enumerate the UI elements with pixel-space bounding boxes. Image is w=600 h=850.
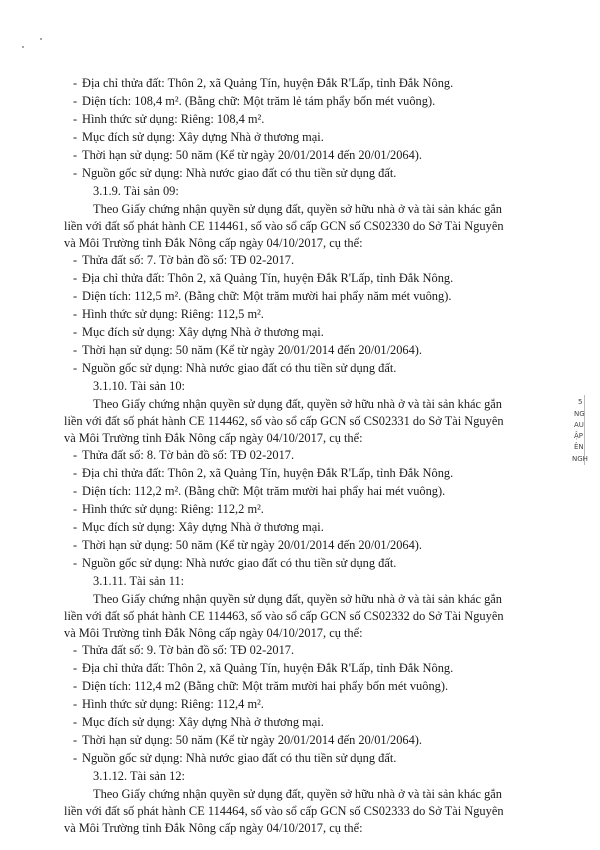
bullet-line: - Hình thức sử dụng: Riêng: 112,4 m².: [82, 697, 264, 712]
bullet-line: - Địa chỉ thửa đất: Thôn 2, xã Quảng Tín, huyện Đắk R'Lấp, tỉnh Đắk Nông.: [82, 76, 453, 91]
section-heading: 3.1.10. Tài sản 10:: [93, 379, 186, 393]
paragraph-line: và Môi Trường tỉnh Đắk Nông cấp ngày 04/10/2017, cụ thể:: [64, 236, 363, 250]
bullet-line: - Diện tích: 112,2 m². (Bằng chữ: Một trăm mười hai phẩy hai mét vuông).: [82, 484, 445, 499]
bullet-line: - Địa chỉ thửa đất: Thôn 2, xã Quảng Tín, huyện Đắk R'Lấp, tỉnh Đắk Nông.: [82, 466, 453, 481]
bullet-line: - Nguồn gốc sử dụng: Nhà nước giao đất có thu tiền sử dụng đất.: [82, 556, 396, 571]
bullet-line: - Mục đích sử dụng: Xây dựng Nhà ở thương mại.: [82, 325, 324, 340]
bullet-line: - Hình thức sử dụng: Riêng: 108,4 m².: [82, 112, 264, 127]
bullet-line: - Diện tích: 112,4 m2 (Bằng chữ: Một trăm mười hai phẩy bốn mét vuông).: [82, 679, 448, 694]
margin-stamp-fragment: ÊN: [574, 443, 584, 451]
paragraph-line: Theo Giấy chứng nhận quyền sử dụng đất, quyền sở hữu nhà ở và tài sản khác gắn: [93, 592, 503, 606]
bullet-line: - Thửa đất số: 9. Tờ bản đồ số: TĐ 02-2017.: [82, 643, 294, 658]
paragraph-line: liền với đất số phát hành CE 114463, số vào sổ cấp GCN số CS02332 do Sở Tài Nguyên: [64, 609, 504, 623]
bullet-line: - Diện tích: 112,5 m². (Bằng chữ: Một trăm mười hai phẩy năm mét vuông).: [82, 289, 451, 304]
section-heading: 3.1.12. Tài sản 12:: [93, 769, 186, 783]
paragraph-line: liền với đất số phát hành CE 114461, số vào sổ cấp GCN số CS02330 do Sở Tài Nguyên: [64, 219, 504, 233]
paragraph-line: và Môi Trường tỉnh Đắk Nông cấp ngày 04/10/2017, cụ thể:: [64, 626, 363, 640]
bullet-line: - Địa chỉ thửa đất: Thôn 2, xã Quảng Tín, huyện Đắk R'Lấp, tỉnh Đắk Nông.: [82, 661, 453, 676]
bullet-line: - Thửa đất số: 8. Tờ bản đồ số: TĐ 02-2017.: [82, 448, 294, 463]
bullet-line: - Nguồn gốc sử dụng: Nhà nước giao đất có thu tiền sử dụng đất.: [82, 166, 396, 181]
paragraph-line: liền với đất số phát hành CE 114462, số vào sổ cấp GCN số CS02331 do Sở Tài Nguyên: [64, 414, 504, 428]
bullet-line: - Thời hạn sử dụng: 50 năm (Kể từ ngày 20/01/2014 đến 20/01/2064).: [82, 148, 422, 163]
paragraph-line: liền với đất số phát hành CE 114464, số vào sổ cấp GCN số CS02333 do Sở Tài Nguyên: [64, 804, 504, 818]
margin-stamp-fragment: NGH: [572, 455, 588, 463]
margin-stamp-fragment: AU: [574, 421, 584, 429]
paragraph-line: Theo Giấy chứng nhận quyền sử dụng đất, quyền sở hữu nhà ở và tài sản khác gắn: [93, 202, 503, 216]
paragraph-line: và Môi Trường tỉnh Đắk Nông cấp ngày 04/10/2017, cụ thể:: [64, 821, 363, 835]
margin-stamp-fragment: ẬP: [574, 432, 584, 440]
paragraph-line: và Môi Trường tỉnh Đắk Nông cấp ngày 04/10/2017, cụ thể:: [64, 431, 363, 445]
bullet-line: - Mục đích sử dụng: Xây dựng Nhà ở thương mại.: [82, 130, 324, 145]
bullet-line: - Hình thức sử dụng: Riêng: 112,2 m².: [82, 502, 264, 517]
scan-speck: [40, 38, 42, 40]
scan-speck: [22, 46, 24, 48]
bullet-line: - Nguồn gốc sử dụng: Nhà nước giao đất có thu tiền sử dụng đất.: [82, 751, 396, 766]
section-heading: 3.1.11. Tài sản 11:: [93, 574, 185, 588]
margin-stamp-fragment: NG: [574, 410, 585, 418]
bullet-line: - Diện tích: 108,4 m². (Bằng chữ: Một trăm lẻ tám phẩy bốn mét vuông).: [82, 94, 435, 109]
bullet-line: - Nguồn gốc sử dụng: Nhà nước giao đất có thu tiền sử dụng đất.: [82, 361, 396, 376]
bullet-line: - Địa chỉ thửa đất: Thôn 2, xã Quảng Tín, huyện Đắk R'Lấp, tỉnh Đắk Nông.: [82, 271, 453, 286]
bullet-line: - Thửa đất số: 7. Tờ bản đồ số: TĐ 02-2017.: [82, 253, 294, 268]
bullet-line: - Mục đích sử dụng: Xây dựng Nhà ở thương mại.: [82, 715, 324, 730]
bullet-line: - Hình thức sử dụng: Riêng: 112,5 m².: [82, 307, 264, 322]
bullet-line: - Thời hạn sử dụng: 50 năm (Kể từ ngày 20/01/2014 đến 20/01/2064).: [82, 733, 422, 748]
paragraph-line: Theo Giấy chứng nhận quyền sử dụng đất, quyền sở hữu nhà ở và tài sản khác gắn: [93, 787, 503, 801]
bullet-line: - Thời hạn sử dụng: 50 năm (Kể từ ngày 20/01/2014 đến 20/01/2064).: [82, 343, 422, 358]
bullet-line: - Thời hạn sử dụng: 50 năm (Kể từ ngày 20/01/2014 đến 20/01/2064).: [82, 538, 422, 553]
section-heading: 3.1.9. Tài sản 09:: [93, 184, 179, 198]
bullet-line: - Mục đích sử dụng: Xây dựng Nhà ở thương mại.: [82, 520, 324, 535]
paragraph-line: Theo Giấy chứng nhận quyền sử dụng đất, quyền sở hữu nhà ở và tài sản khác gắn: [93, 397, 503, 411]
margin-stamp-fragment: 5: [578, 398, 583, 406]
